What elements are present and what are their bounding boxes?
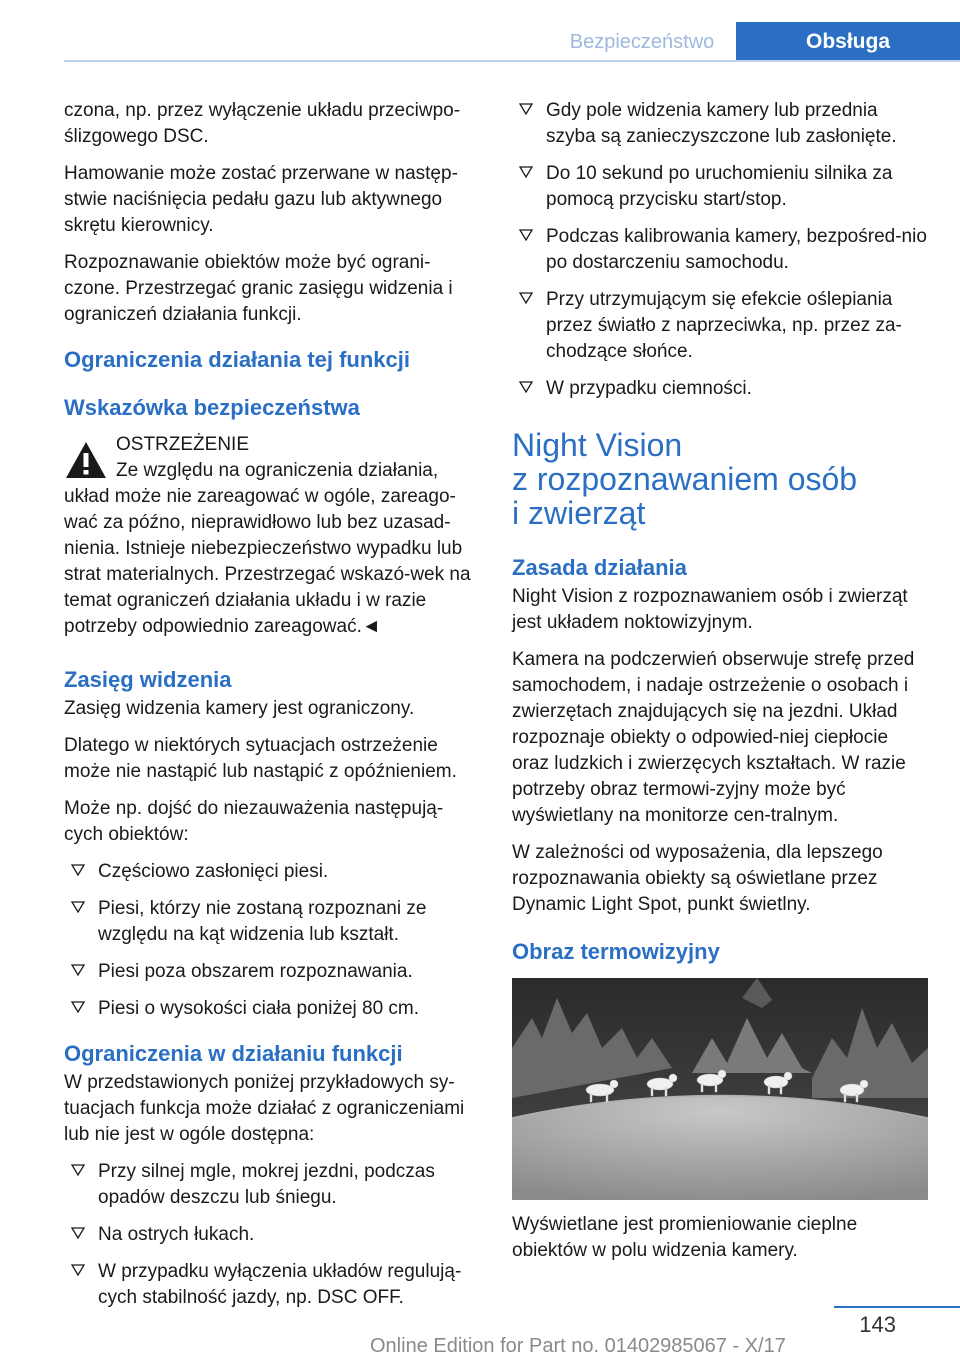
- heading-range: Zasięg widzenia: [64, 667, 232, 692]
- image-caption: Wyświetlane jest promieniowanie cieplne obiektów w polu widzenia kamery.: [512, 1214, 858, 1261]
- list-item: [512, 224, 930, 276]
- bullet-triangle-icon: [71, 900, 85, 914]
- list-item-text: Piesi, którzy nie zostaną rozpoznani ze względu na kąt widzenia lub kształt.: [98, 898, 427, 945]
- list-item-text: Na ostrych łukach.: [98, 1224, 255, 1245]
- paragraph: Night Vision z rozpoznawaniem osób i zwierząt jest układem noktowizyjnym.: [512, 586, 908, 633]
- paragraph: W przedstawionych poniżej przykładowych sy-tuacjach funkcja może działać z ograniczeniami lub nie jest w ogóle dostępna:: [64, 1072, 465, 1145]
- bullet-triangle-icon: [71, 1226, 85, 1240]
- bullet-triangle-icon: [71, 863, 85, 877]
- paragraph: Hamowanie może zostać przerwane w następ-stwie naciśnięcia pedału gazu lub aktywnego skrętu kierownicy.: [64, 163, 458, 236]
- list-item: [64, 1159, 482, 1211]
- list-item: [64, 996, 482, 1022]
- list-item-text: Przy utrzymującym się efekcie oślepiania przez światło z naprzeciwka, np. przez za-chodzące słońce.: [546, 289, 902, 362]
- list-item-text: Piesi poza obszarem rozpoznawania.: [98, 961, 413, 982]
- warning-first-line: Ze względu na ograniczenia działania,: [116, 460, 439, 481]
- left-column: [64, 98, 482, 1322]
- list-item: [512, 287, 930, 365]
- list-item: [64, 959, 482, 985]
- heading-safety: Wskazówka bezpieczeństwa: [64, 395, 360, 420]
- bullet-triangle-icon: [71, 1163, 85, 1177]
- paragraph: czona, np. przez wyłączenie układu przeciwpo-ślizgowego DSC.: [64, 100, 461, 147]
- list-item-text: Częściowo zasłonięci piesi.: [98, 861, 329, 882]
- limits-list: [64, 1159, 482, 1311]
- paragraph: W zależności od wyposażenia, dla lepszego rozpoznawania obiekty są oświetlane przez Dynamic Light Spot, punkt świetlny.: [512, 842, 883, 915]
- list-item: [512, 376, 930, 402]
- list-item: [64, 1259, 482, 1311]
- list-item-text: Gdy pole widzenia kamery lub przednia szyba są zanieczyszczone lub zasłonięte.: [546, 100, 897, 147]
- paragraph: Kamera na podczerwień obserwuje strefę przed samochodem, i nadaje ostrzeżenie o osobach i zwierzętach znajdujących się na jezdni. Układ rozpoznaje obiekty o odpowied-niej ciepłocie oraz ludzkich i zwierzęcych kształtach. W razie potrzeby obraz termowi-zyjny może być wyświetlany na monitorze cen-tralnym.: [512, 649, 915, 826]
- page-number: 143: [859, 1312, 896, 1337]
- heading-line: Night Vision: [512, 427, 683, 463]
- heading-thermal: Obraz termowizyjny: [512, 939, 720, 964]
- paragraph: Zasięg widzenia kamery jest ograniczony.: [64, 698, 415, 719]
- list-item-text: Piesi o wysokości ciała poniżej 80 cm.: [98, 998, 420, 1019]
- heading-limits: Ograniczenia działania tej funkcji: [64, 347, 410, 372]
- list-item-text: Do 10 sekund po uruchomieniu silnika za pomocą przycisku start/stop.: [546, 163, 893, 210]
- list-item: [512, 161, 930, 213]
- list-item-text: W przypadku ciemności.: [546, 378, 752, 399]
- bullet-triangle-icon: [519, 165, 533, 179]
- list-item-text: W przypadku wyłączenia układów regulują-cych stabilność jazdy, np. DSC OFF.: [98, 1261, 462, 1308]
- bullet-triangle-icon: [71, 1000, 85, 1014]
- thermal-image: [512, 978, 928, 1200]
- heading-line: i zwierząt: [512, 495, 646, 531]
- header-tab-operation[interactable]: Obsługa: [736, 22, 960, 62]
- list-item: [64, 896, 482, 948]
- list-item: [512, 98, 930, 150]
- bullet-triangle-icon: [519, 380, 533, 394]
- bullet-triangle-icon: [71, 1263, 85, 1277]
- list-item: [64, 859, 482, 885]
- bullet-triangle-icon: [519, 291, 533, 305]
- list-item-text: Przy silnej mgle, mokrej jezdni, podczas opadów deszczu lub śniegu.: [98, 1161, 435, 1208]
- warning-box: [64, 432, 482, 640]
- paragraph: Dlatego w niektórych sytuacjach ostrzeżenie może nie nastąpić lub nastąpić z opóźnieniem.: [64, 735, 457, 782]
- bullet-triangle-icon: [71, 963, 85, 977]
- footer-edition: Online Edition for Part no. 01402985067 - X/17: [370, 1335, 786, 1357]
- list-item-text: Podczas kalibrowania kamery, bezpośred-nio po dostarczeniu samochodu.: [546, 226, 927, 273]
- heading-night-vision: [512, 428, 930, 530]
- paragraph: Rozpoznawanie obiektów może być ograni-czone. Przestrzegać granic zasięgu widzenia i ograniczeń działania funkcji.: [64, 252, 453, 325]
- bullet-triangle-icon: [519, 102, 533, 116]
- footer-rule: [834, 1306, 960, 1308]
- header-tab-safety[interactable]: Bezpieczeństwo: [569, 31, 715, 53]
- paragraph: Może np. dojść do niezauważenia następują-cych obiektów:: [64, 798, 444, 845]
- right-column: [512, 98, 930, 1275]
- warning-triangle-icon: [64, 440, 108, 480]
- range-list: [64, 859, 482, 1022]
- heading-limits-2: Ograniczenia w działaniu funkcji: [64, 1041, 403, 1066]
- warning-title: OSTRZEŻENIE: [116, 434, 250, 455]
- list-item: [64, 1222, 482, 1248]
- warning-body: układ może nie zareagować w ogóle, zareago-wać za późno, nieprawidłowo lub bez uzasad-nienia. Istnieje niebezpieczeństwo wypadku lub strat materialnych. Przestrzegać wskazó-wek na temat ograniczeń działania układu i w razie potrzeby odpowiednio zareagować.◄: [64, 486, 471, 637]
- header-rule: [64, 60, 960, 62]
- bullet-triangle-icon: [519, 228, 533, 242]
- heading-principle: Zasada działania: [512, 555, 687, 580]
- heading-line: z rozpoznawaniem osób: [512, 461, 858, 497]
- conditions-list: [512, 98, 930, 402]
